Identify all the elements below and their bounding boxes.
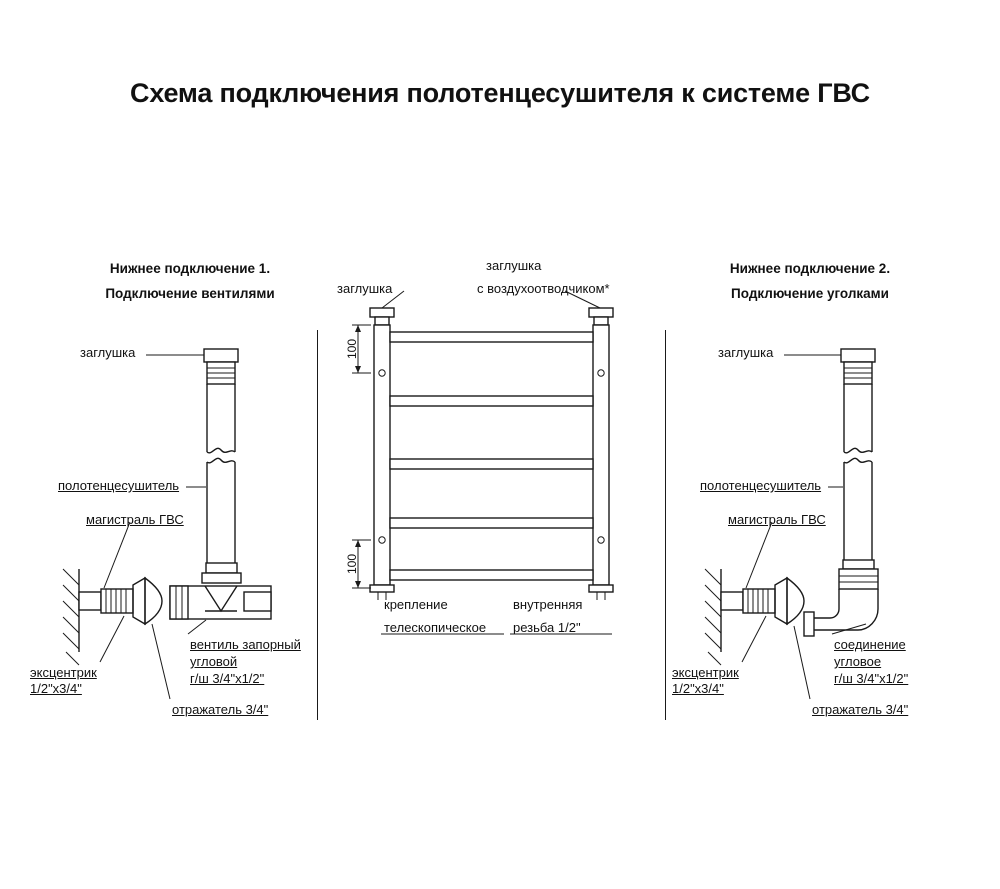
left-hot-water-main-label: магистраль ГВС <box>86 512 184 527</box>
right-eccentric-label-line2: 1/2"х3/4" <box>672 681 724 696</box>
left-cap-label: заглушка <box>80 345 136 360</box>
right-panel-heading-line1: Нижнее подключение 2. <box>729 261 891 276</box>
left-towel-rail-label: полотенцесушитель <box>58 478 180 493</box>
left-valve-label-line3: г/ш 3/4"х1/2" <box>190 671 265 686</box>
right-towel-rail-label: полотенцесушитель <box>700 478 822 493</box>
right-reflector-leader <box>794 626 810 699</box>
right-elbow-label-line2: угловое <box>834 654 882 669</box>
left-eccentric-label-line2: 1/2"х3/4" <box>30 681 82 696</box>
center-air-vent-label-line2: с воздухоотводчиком* <box>477 281 610 296</box>
left-reflector-label: отражатель 3/4" <box>172 702 269 717</box>
center-air-vent-label-line1: заглушка <box>486 258 542 273</box>
center-mount-label-line2: телескопическое <box>384 620 487 635</box>
right-cap-fitting <box>841 349 875 384</box>
right-angle-elbow <box>804 560 878 636</box>
center-thread-label-line2: резьба 1/2" <box>513 620 581 635</box>
right-panel-heading-line2: Подключение уголками <box>731 286 889 301</box>
center-dim-bottom-text: 100 <box>345 553 359 575</box>
center-dim-top-text: 100 <box>345 338 359 360</box>
right-elbow-label-line1: соединение <box>834 637 906 652</box>
right-supply-leader <box>746 522 772 588</box>
right-reflector-label: отражатель 3/4" <box>812 702 909 717</box>
right-hot-water-main-label: магистраль ГВС <box>728 512 826 527</box>
left-valve-label-line2: угловой <box>190 654 238 669</box>
right-cap-label: заглушка <box>718 345 774 360</box>
right-eccentric-label-line1: эксцентрик <box>672 665 739 680</box>
page-title: Схема подключения полотенцесушителя к системе ГВС <box>130 78 870 108</box>
center-mount-label-line1: крепление <box>384 597 448 612</box>
right-elbow-leader <box>832 624 866 634</box>
left-eccentric-label-line1: эксцентрик <box>30 665 97 680</box>
right-towel-rail-tube <box>844 384 872 560</box>
center-thread-label-line1: внутренняя <box>513 597 583 612</box>
center-cap-label: заглушка <box>337 281 393 296</box>
left-panel-heading-line2: Подключение вентилями <box>105 286 275 301</box>
right-supply-pipe <box>721 578 804 624</box>
left-panel-heading-line1: Нижнее подключение 1. <box>109 261 271 276</box>
right-eccentric-leader <box>742 616 766 662</box>
right-elbow-label-line3: г/ш 3/4"х1/2" <box>834 671 909 686</box>
left-valve-label-line1: вентиль запорный <box>190 637 301 652</box>
right-wall-hatch <box>705 569 721 665</box>
